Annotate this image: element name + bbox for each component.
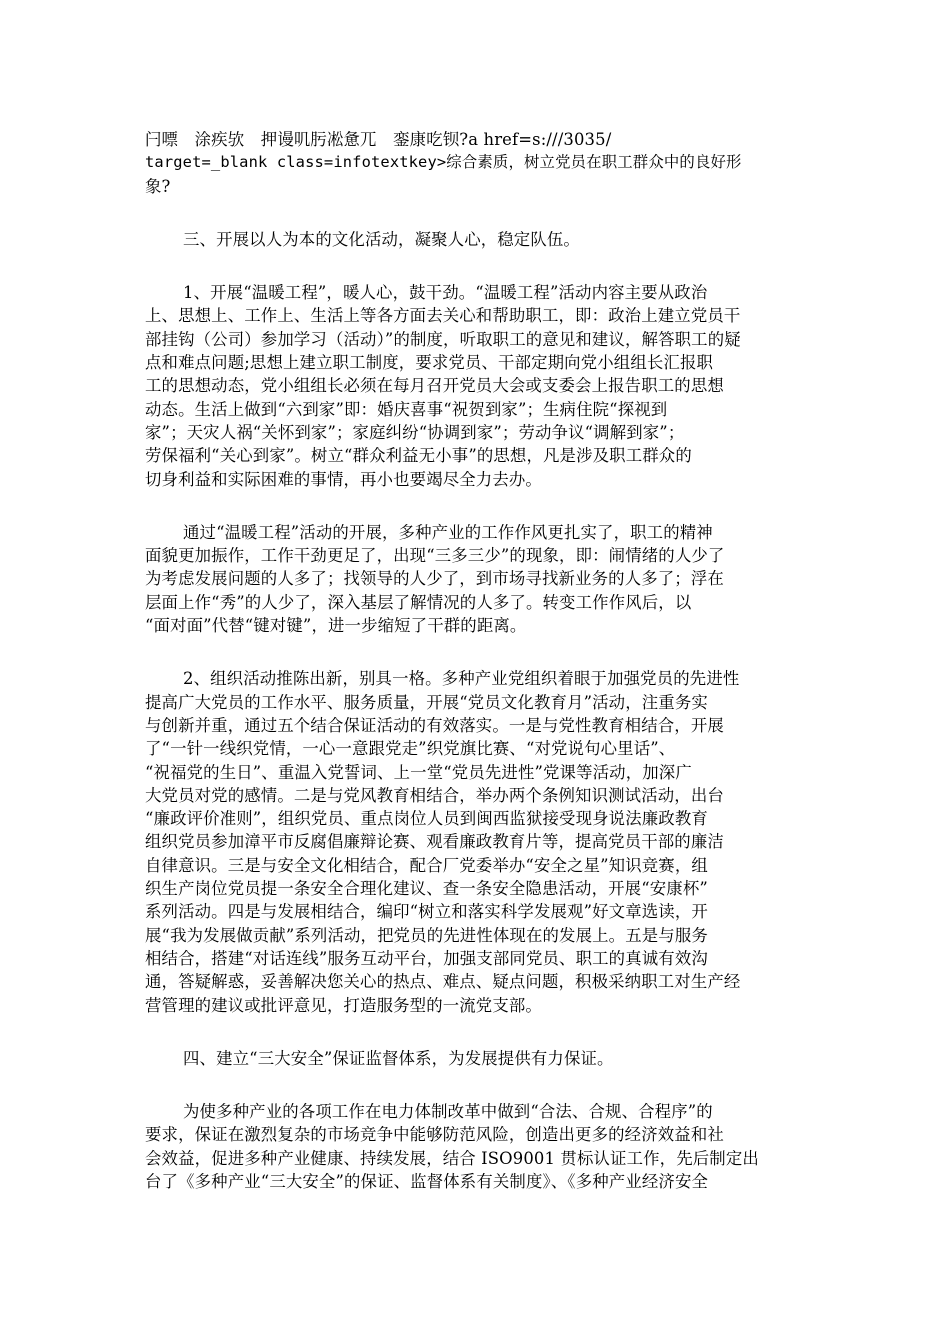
text-line: 织生产岗位党员提一条安全合理化建议、查一条安全隐患活动，开展“安康杯” <box>145 879 708 899</box>
text-line: 自律意识。三是与安全文化相结合，配合厂党委举办“安全之星”知识竞赛，组 <box>145 855 708 875</box>
text-line: 会效益，促进多种产业健康、持续发展，结合 ISO9001 贯标认证工作，先后制定出 <box>145 1148 759 1168</box>
garbled-fragment <box>145 128 810 198</box>
section-heading-3: 三、开展以人为本的文化活动，凝聚人心，稳定队伍。 <box>183 229 580 249</box>
text-line: 大党员对党的感情。二是与党风教育相结合，举办两个条例知识测试活动，出台 <box>145 785 724 805</box>
section-heading-4: 四、建立“三大安全”保证监督体系，为发展提供有力保证。 <box>183 1048 614 1068</box>
text-line: 动态。生活上做到“六到家”即：婚庆喜事“祝贺到家”；生病住院“探视到 <box>145 399 668 419</box>
paragraph-warm-project <box>145 281 810 491</box>
text-line: target=_blank class=infotextkey>综合素质，树立党员在职工群众中的良好形 <box>145 153 742 172</box>
text-line: 面貌更加振作，工作干劲更足了，出现“三多三少”的现象，即：闹情绪的人少了 <box>145 546 725 566</box>
text-line: 通过“温暖工程”活动的开展，多种产业的工作作风更扎实了，职工的精神 <box>183 522 713 542</box>
text-line: 家”；天灾人祸“关怀到家”；家庭纠纷“协调到家”；劳动争议“调解到家”； <box>145 422 685 442</box>
text-line: 闩嘌 涂疾欤 押谩叽肟凇惫兀 銮康吃钡?a href=s:///3035/ <box>145 130 612 149</box>
text-line: 点和难点问题;思想上建立职工制度，要求党员、干部定期向党小组组长汇报职 <box>145 353 714 373</box>
text-line: 提高广大党员的工作水平、服务质量，开展“党员文化教育月”活动，注重务实 <box>145 692 708 712</box>
paragraph-organization <box>145 667 810 1016</box>
text-line: 为考虑发展问题的人多了；找领导的人少了，到市场寻找新业务的人多了；浮在 <box>145 569 724 589</box>
text-line: 1、开展“温暖工程”，暖人心，鼓干劲。“温暖工程”活动内容主要从政治 <box>183 283 708 303</box>
text-line: “祝福党的生日”、重温入党誓词、上一堂“党员先进性”党课等活动，加深广 <box>145 762 692 782</box>
paragraph-safety <box>145 1100 810 1193</box>
text-line: 了“一针一线织党情，一心一意跟党走”织党旗比赛、“对党说句心里话”、 <box>145 739 676 759</box>
text-line: 相结合，搭建“对话连线”服务互动平台，加强支部同党员、职工的真诚有效沟 <box>145 948 708 968</box>
text-line: 台了《多种产业“三大安全”的保证、监督体系有关制度》、《多种产业经济安全 <box>145 1171 709 1191</box>
text-line: “廉政评价准则”，组织党员、重点岗位人员到闽西监狱接受现身说法廉政教育 <box>145 809 708 829</box>
text-line: “面对面”代替“键对键”，进一步缩短了干群的距离。 <box>145 616 527 636</box>
text-line: 通，答疑解惑，妥善解决您关心的热点、难点、疑点问题，积极采纳职工对生产经 <box>145 972 741 992</box>
paragraph-effect <box>145 521 810 637</box>
text-line: 象? <box>145 176 171 196</box>
text-line: 为使多种产业的各项工作在电力体制改革中做到“合法、合规、合程序”的 <box>183 1102 713 1122</box>
text-line: 上、思想上、工作上、生活上等各方面去关心和帮助职工，即：政治上建立党员干 <box>145 306 741 326</box>
text-line: 与创新并重，通过五个结合保证活动的有效落实。一是与党性教育相结合，开展 <box>145 715 724 735</box>
text-line: 展“我为发展做贡献”系列活动，把党员的先进性体现在的发展上。五是与服务 <box>145 925 708 945</box>
text-line: 工的思想动态，党小组组长必须在每月召开党员大会或支委会上报告职工的思想 <box>145 376 724 396</box>
text-line: 要求，保证在激烈复杂的市场竞争中能够防范风险，创造出更多的经济效益和社 <box>145 1125 724 1145</box>
text-line: 切身利益和实际困难的事情，再小也要竭尽全力去办。 <box>145 469 542 489</box>
text-line: 层面上作“秀”的人少了，深入基层了解情况的人多了。转变工作作风后，以 <box>145 592 692 612</box>
text-line: 营管理的建议或批评意见，打造服务型的一流党支部。 <box>145 995 542 1015</box>
document-body <box>145 128 810 1193</box>
text-line: 2、组织活动推陈出新，别具一格。多种产业党组织着眼于加强党员的先进性 <box>183 669 740 689</box>
text-line: 劳保福利“关心到家”。树立“群众利益无小事”的思想，凡是涉及职工群众的 <box>145 446 692 466</box>
text-line: 组织党员参加漳平市反腐倡廉辩论赛、观看廉政教育片等，提高党员干部的廉洁 <box>145 832 724 852</box>
text-line: 部挂钩（公司）参加学习（活动）”的制度，听取职工的意见和建议，解答职工的疑 <box>145 329 741 349</box>
text-line: 系列活动。四是与发展相结合，编印“树立和落实科学发展观”好文章选读，开 <box>145 902 708 922</box>
